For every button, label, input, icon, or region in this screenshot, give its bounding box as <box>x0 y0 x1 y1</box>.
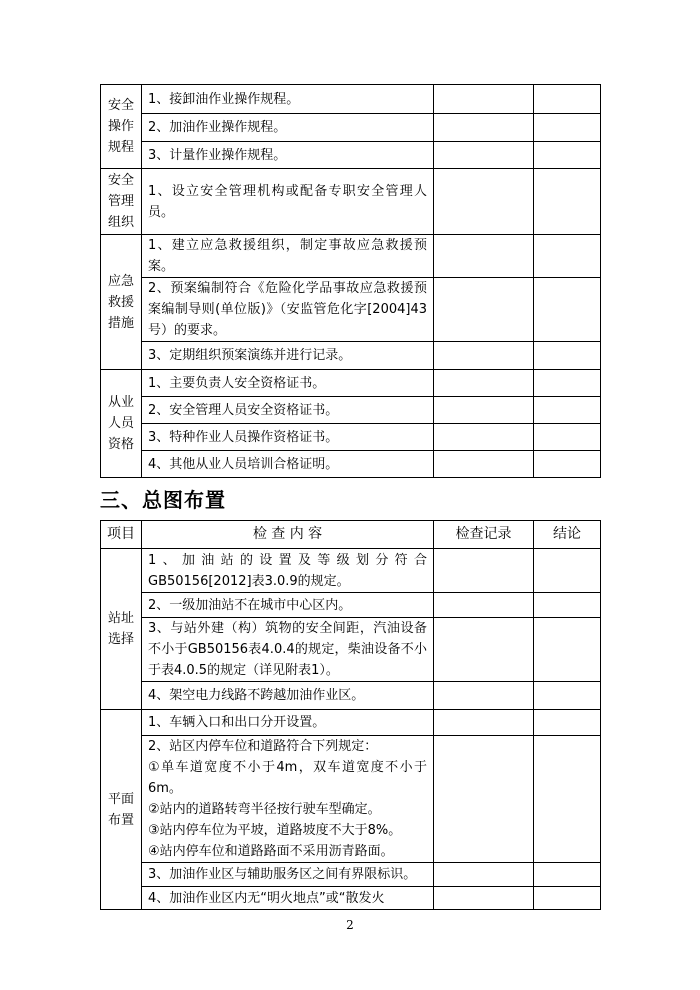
check-item-line: ①单车道宽度不小于4m，双车道宽度不小于6m。 <box>148 760 427 796</box>
category-cell: 安全操作规程 <box>101 85 142 169</box>
record-cell[interactable] <box>434 278 534 342</box>
record-cell[interactable] <box>434 424 534 451</box>
record-cell[interactable] <box>434 235 534 278</box>
conclusion-cell[interactable] <box>534 682 601 710</box>
conclusion-cell[interactable] <box>534 424 601 451</box>
check-item: 2、一级加油站不在城市中心区内。 <box>142 593 434 618</box>
category-cell: 安全管理组织 <box>101 169 142 235</box>
conclusion-cell[interactable] <box>534 278 601 342</box>
record-cell[interactable] <box>434 618 534 682</box>
conclusion-cell[interactable] <box>534 710 601 736</box>
check-item-line: ③站内停车位为平坡，道路坡度不大于8%。 <box>148 823 402 838</box>
conclusion-cell[interactable] <box>534 169 601 235</box>
check-item: 2、预案编制符合《危险化学品事故应急救援预案编制导则(单位版)》（安监管危化字[2004]43号）的要求。 <box>142 278 434 342</box>
record-cell[interactable] <box>434 593 534 618</box>
check-item: 1、接卸油作业操作规程。 <box>142 85 434 114</box>
conclusion-cell[interactable] <box>534 451 601 478</box>
table-row <box>101 169 601 235</box>
conclusion-cell[interactable] <box>534 887 601 910</box>
check-item: 4、加油作业区内无“明火地点”或“散发火 <box>142 887 434 910</box>
check-item-line: ②站内的道路转弯半径按行驶车型确定。 <box>148 802 381 817</box>
table-header-row <box>101 521 601 549</box>
check-item-multiline <box>142 736 434 863</box>
check-item: 3、加油作业区与辅助服务区之间有界限标识。 <box>142 863 434 887</box>
table-row <box>101 142 601 169</box>
check-item: 3、特种作业人员操作资格证书。 <box>142 424 434 451</box>
check-item-line: 2、站区内停车位和道路符合下列规定： <box>148 739 378 754</box>
check-item: 2、安全管理人员安全资格证书。 <box>142 397 434 424</box>
table-row <box>101 370 601 397</box>
header-content: 检 查 内 容 <box>142 521 434 549</box>
check-item: 1、设立安全管理机构或配备专职安全管理人员。 <box>142 169 434 235</box>
check-item: 2、加油作业操作规程。 <box>142 114 434 142</box>
table-row <box>101 710 601 736</box>
conclusion-cell[interactable] <box>534 618 601 682</box>
conclusion-cell[interactable] <box>534 370 601 397</box>
conclusion-cell[interactable] <box>534 863 601 887</box>
check-item: 1、建立应急救援组织，制定事故应急救援预案。 <box>142 235 434 278</box>
record-cell[interactable] <box>434 342 534 370</box>
check-item: 4、其他从业人员培训合格证明。 <box>142 451 434 478</box>
table-row <box>101 618 601 682</box>
header-item: 项目 <box>101 521 142 549</box>
table-row <box>101 397 601 424</box>
record-cell[interactable] <box>434 736 534 863</box>
record-cell[interactable] <box>434 682 534 710</box>
record-cell[interactable] <box>434 451 534 478</box>
record-cell[interactable] <box>434 85 534 114</box>
layout-check-table <box>100 520 601 910</box>
page-number: 2 <box>346 918 354 932</box>
record-cell[interactable] <box>434 142 534 169</box>
table-row <box>101 682 601 710</box>
record-cell[interactable] <box>434 397 534 424</box>
table-row <box>101 85 601 114</box>
conclusion-cell[interactable] <box>534 235 601 278</box>
check-item: 1、车辆入口和出口分开设置。 <box>142 710 434 736</box>
category-cell: 站址选择 <box>101 549 142 710</box>
check-item: 1、加油站的设置及等级划分符合GB50156[2012]表3.0.9的规定。 <box>142 549 434 593</box>
conclusion-cell[interactable] <box>534 142 601 169</box>
header-conclusion: 结论 <box>534 521 601 549</box>
record-cell[interactable] <box>434 549 534 593</box>
record-cell[interactable] <box>434 114 534 142</box>
record-cell[interactable] <box>434 887 534 910</box>
record-cell[interactable] <box>434 710 534 736</box>
table-row <box>101 278 601 342</box>
check-item: 4、架空电力线路不跨越加油作业区。 <box>142 682 434 710</box>
table-row <box>101 549 601 593</box>
conclusion-cell[interactable] <box>534 397 601 424</box>
record-cell[interactable] <box>434 169 534 235</box>
check-item: 3、定期组织预案演练并进行记录。 <box>142 342 434 370</box>
check-item-line: ④站内停车位和道路路面不采用沥青路面。 <box>148 844 394 859</box>
table-row <box>101 235 601 278</box>
table-row <box>101 736 601 863</box>
check-item: 3、计量作业操作规程。 <box>142 142 434 169</box>
record-cell[interactable] <box>434 370 534 397</box>
category-cell: 应急救援措施 <box>101 235 142 370</box>
table-row <box>101 887 601 910</box>
section-title: 三、总图布置 <box>100 488 226 512</box>
check-item: 3、与站外建（构）筑物的安全间距，汽油设备不小于GB50156表4.0.4的规定，柴油设备不小于表4.0.5的规定（详见附表1）。 <box>142 618 434 682</box>
category-cell: 从业人员资格 <box>101 370 142 478</box>
conclusion-cell[interactable] <box>534 342 601 370</box>
table-row <box>101 451 601 478</box>
table-row <box>101 342 601 370</box>
conclusion-cell[interactable] <box>534 549 601 593</box>
table-row <box>101 863 601 887</box>
conclusion-cell[interactable] <box>534 85 601 114</box>
check-item: 1、主要负责人安全资格证书。 <box>142 370 434 397</box>
category-cell: 平面布置 <box>101 710 142 910</box>
safety-management-table <box>100 84 601 478</box>
table-row <box>101 593 601 618</box>
table-row <box>101 114 601 142</box>
conclusion-cell[interactable] <box>534 593 601 618</box>
record-cell[interactable] <box>434 863 534 887</box>
header-record: 检查记录 <box>434 521 534 549</box>
table-row <box>101 424 601 451</box>
conclusion-cell[interactable] <box>534 736 601 863</box>
conclusion-cell[interactable] <box>534 114 601 142</box>
